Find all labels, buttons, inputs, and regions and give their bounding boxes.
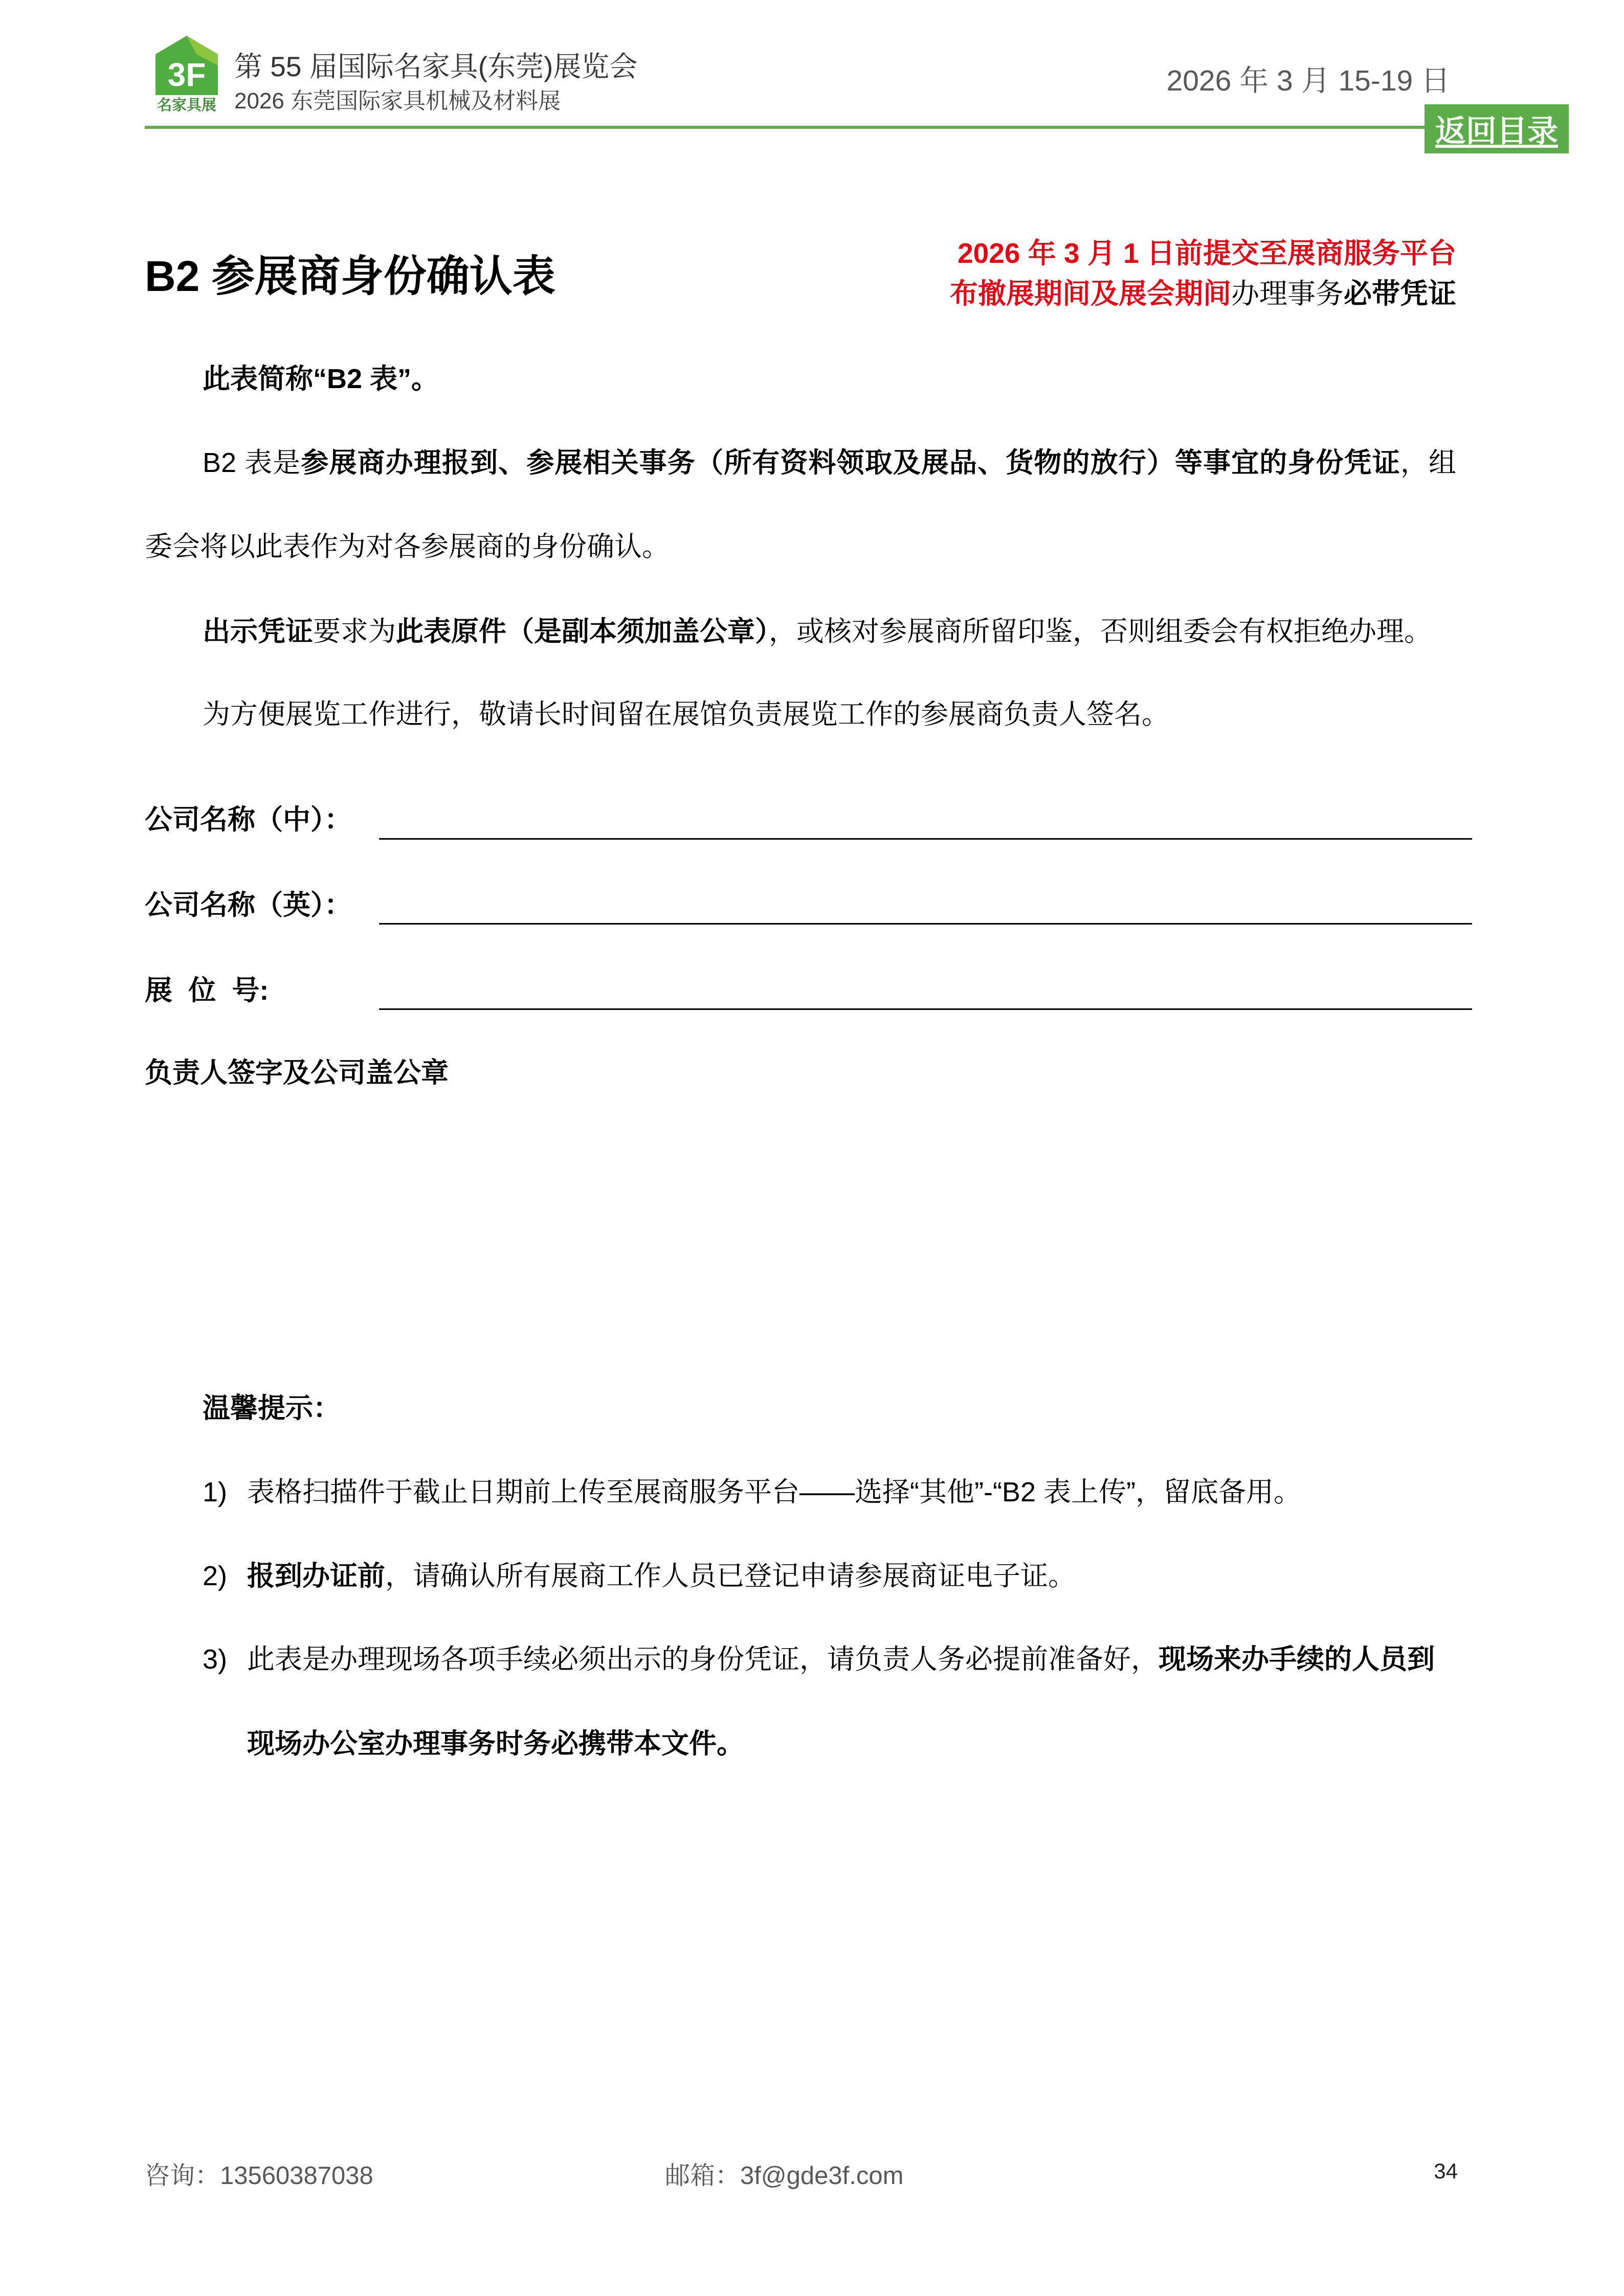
tip-text [247,1560,1076,1593]
intro-p2-run-1: B2 表是 [203,447,301,478]
company-name-en-field[interactable] [379,923,1472,925]
back-to-contents-link[interactable] [1425,104,1569,153]
tip-plain-text: ，请确认所有展商工作人员已登记申请参展商证电子证。 [385,1561,1076,1591]
signature-stamp-label: 负责人签字及公司盖公章 [145,1057,449,1088]
intro-paragraph-2-line-1 [203,446,1456,480]
intro-p2-run-3: ，组 [1400,447,1457,478]
deadline-notice-line-1: 2026 年 3 月 1 日前提交至展商服务平台 [958,237,1456,269]
tip-bold-text: 报到办证前 [247,1561,385,1591]
deadline-notice-line-2 [950,277,1456,310]
page-number: 34 [1434,2159,1458,2183]
notice-action-text: 办理事务 [1231,278,1344,309]
booth-number-field[interactable] [379,1008,1472,1010]
tip-number: 1) [203,1477,228,1507]
logo-name-text: 名家具展 [157,97,217,114]
exhibition-logo [153,33,220,123]
notice-period-text: 布撤展期间及展会期间 [949,278,1231,309]
company-name-cn-label: 公司名称（中）： [145,804,352,835]
tip-text: 表格扫描件于截止日期前上传至展商服务平台——选择“其他”-“B2 表上传”，留底备用。 [247,1477,1301,1507]
logo-mark-text: 3F [167,56,206,93]
intro-p3-run-1: 出示凭证 [203,616,313,647]
page-title: B2 参展商身份确认表 [145,252,555,300]
exhibition-subtitle: 2026 东莞国际家具机械及材料展 [234,88,561,114]
house-logo-icon [153,33,220,121]
email-label: 邮箱： [665,2162,741,2190]
tip-text [247,1643,1435,1676]
intro-p3-run-2: 要求为 [313,616,396,647]
tip-plain-text: 此表是办理现场各项手续必须出示的身份凭证，请负责人务必提前准备好， [247,1644,1159,1675]
footer-contact [145,2161,373,2191]
contact-label: 咨询： [145,2162,220,2190]
tip-number: 2) [203,1561,228,1591]
tip-bold-text: 现场来办手续的人员到 [1159,1644,1435,1675]
intro-p2-run-2: 参展商办理报到、参展相关事务（所有资料领取及展品、货物的放行）等事宜的身份凭证 [301,447,1400,478]
intro-paragraph-1: 此表简称“B2 表”。 [203,364,439,394]
exhibition-title: 第 55 届国际名家具(东莞)展览会 [234,51,638,82]
intro-paragraph-2-line-2: 委会将以此表作为对各参展商的身份确认。 [145,531,670,562]
booth-number-label: 展 位 号: [145,975,269,1006]
intro-paragraph-3 [203,615,1432,648]
tip-number: 3) [203,1644,228,1675]
tip-text-continuation: 现场办公室办理事务时务必携带本文件。 [247,1728,744,1759]
company-name-cn-field[interactable] [379,838,1472,840]
footer-email [665,2161,903,2191]
company-name-en-label: 公司名称（英）： [145,890,352,920]
intro-p3-run-4: ，或核对参展商所留印鉴，否则组委会有权拒绝办理。 [769,616,1432,647]
tips-heading: 温馨提示： [203,1393,341,1424]
intro-paragraph-4: 为方便展览工作进行，敬请长时间留在展馆负责展览工作的参展商负责人签名。 [203,699,1169,730]
exhibition-date: 2026 年 3 月 15-19 日 [1166,64,1450,97]
intro-p3-run-3: 此表原件（是副本须加盖公章） [396,616,769,647]
notice-requirement-text: 必带凭证 [1343,278,1456,309]
contact-phone: 13560387038 [220,2162,373,2190]
email-address: 3f@gde3f.com [740,2162,904,2190]
header-divider [145,126,1426,129]
back-to-contents-label[interactable]: 返回目录 [1435,114,1558,148]
